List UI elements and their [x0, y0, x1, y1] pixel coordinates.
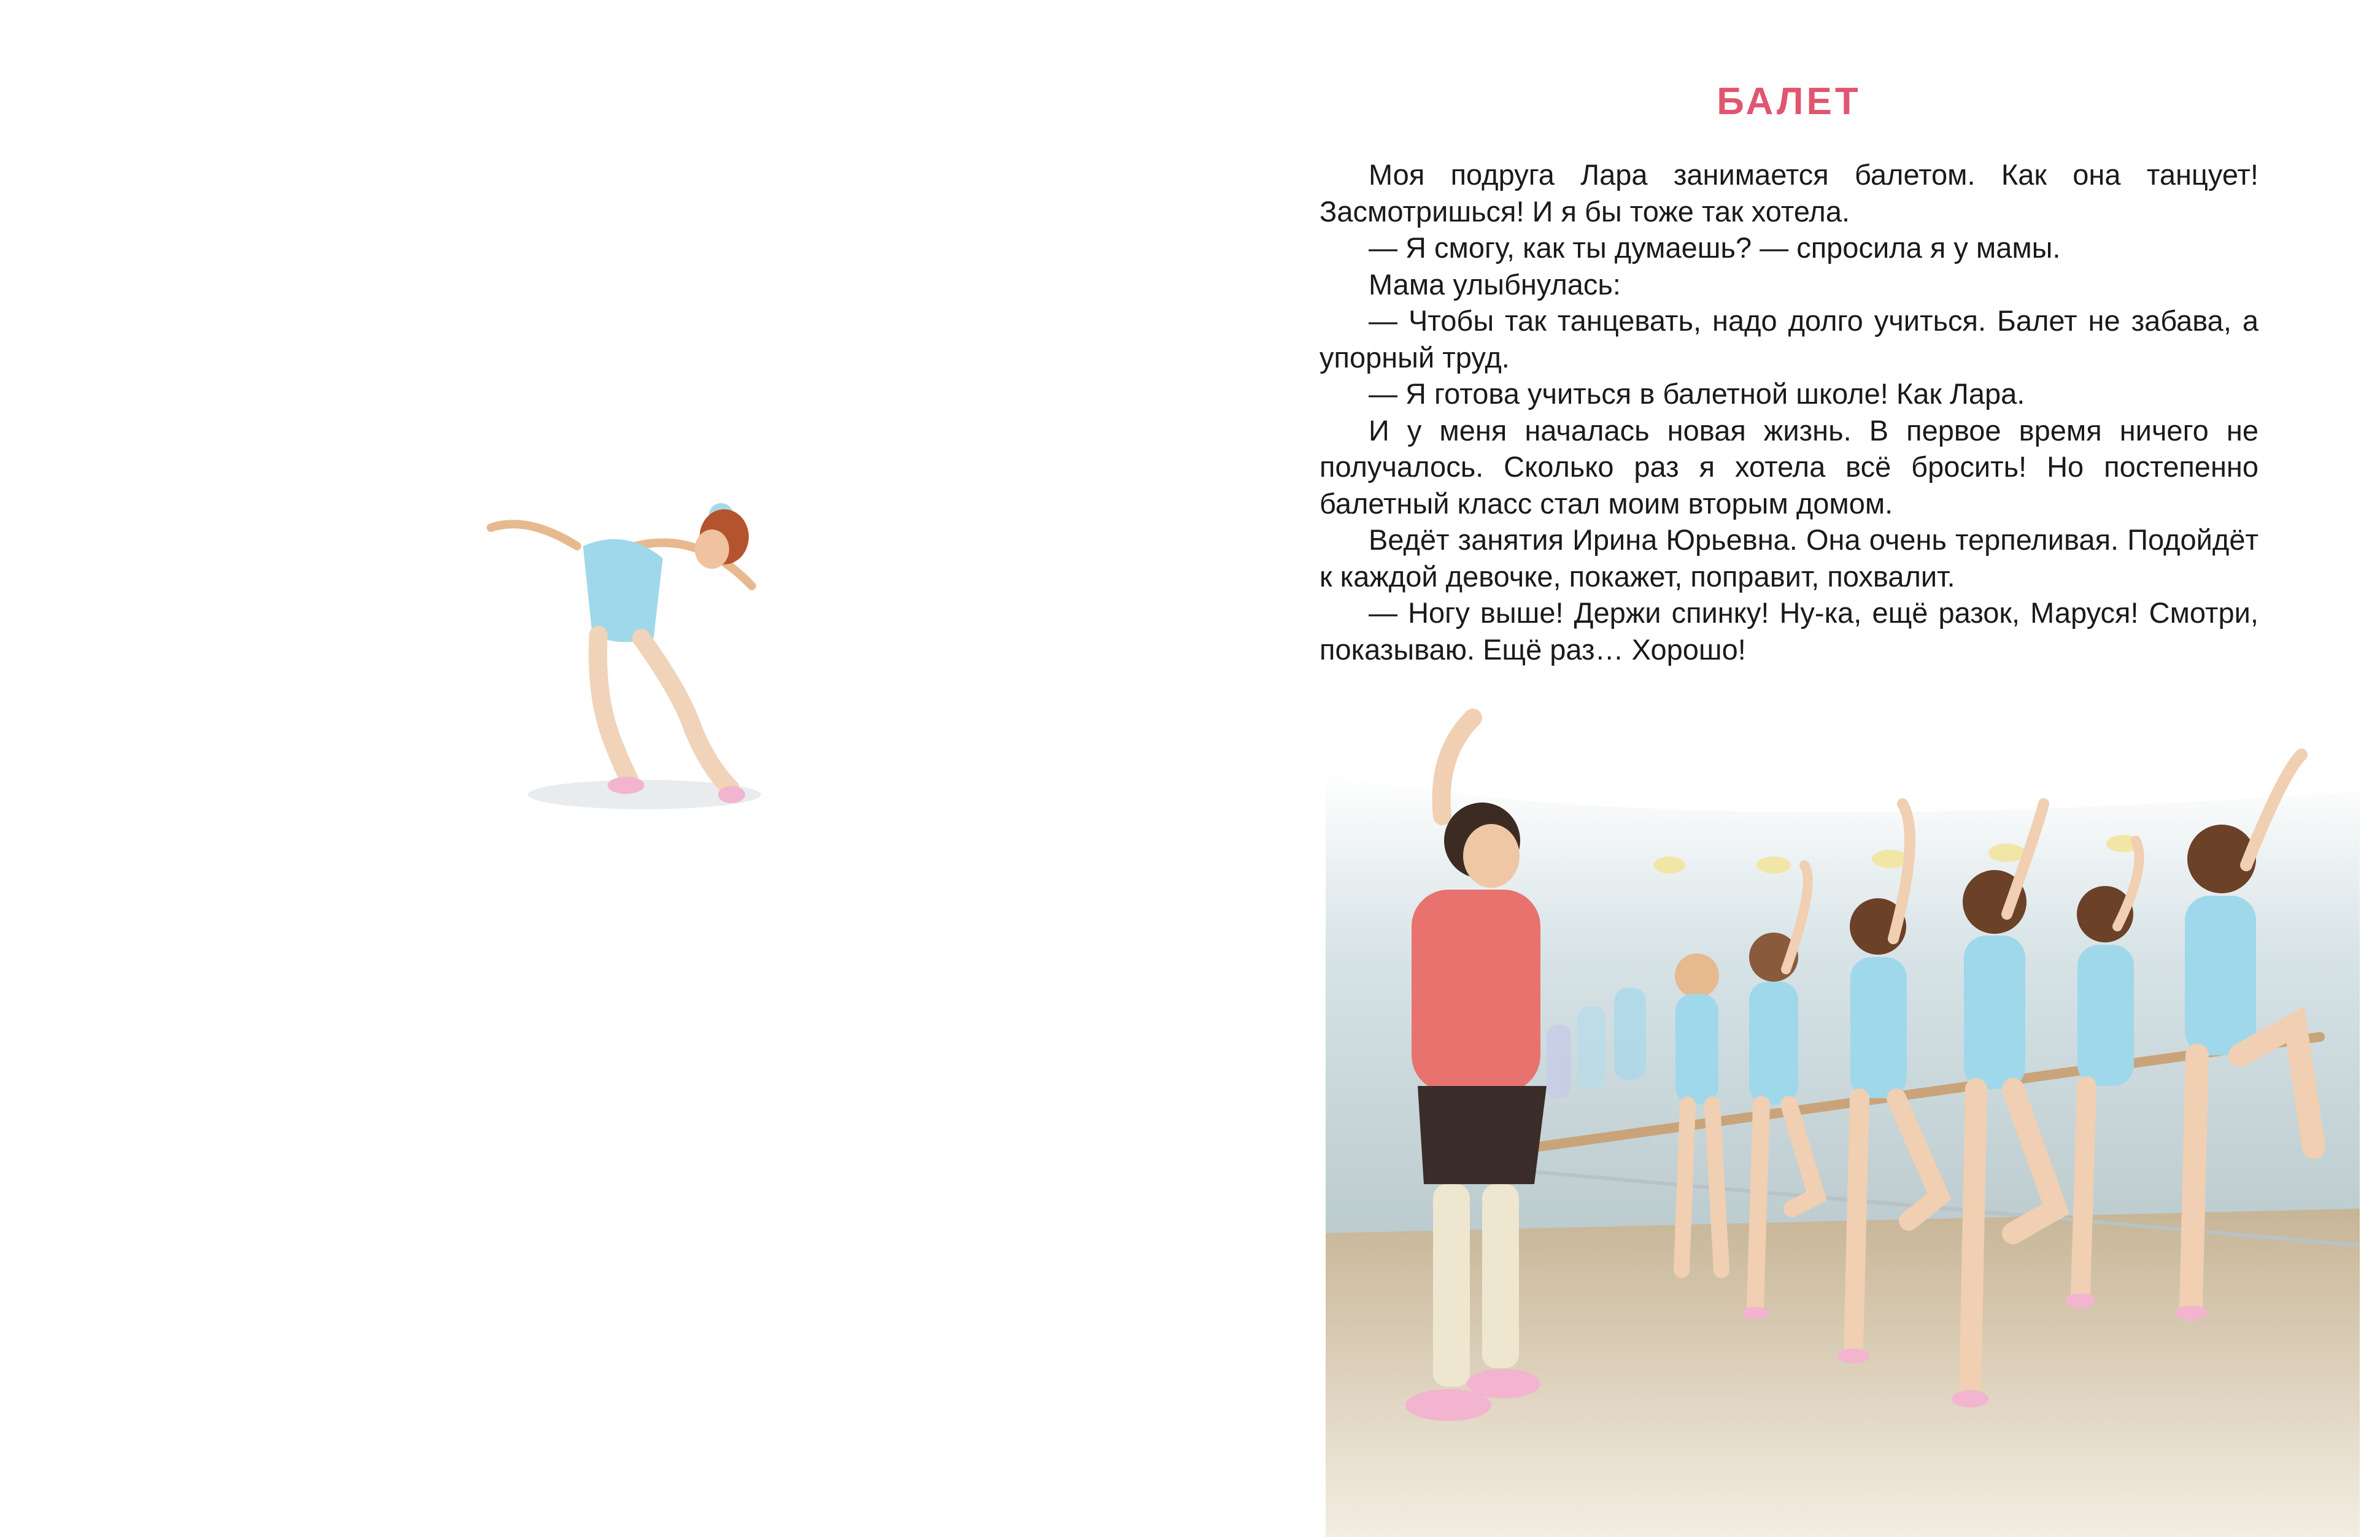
story-title: БАЛЕТ	[1717, 80, 1861, 123]
ballerina-illustration	[479, 479, 847, 847]
story-text	[1319, 156, 2258, 668]
ballet-class-illustration	[1289, 681, 2360, 1537]
paragraph: Моя подруга Лара занимается балетом. Как она танцует! Засмотришься! И я бы тоже так хотела.	[1319, 158, 2258, 228]
paragraph: — Я готова учиться в балетной школе! Как Лара.	[1369, 377, 2025, 410]
paragraph: — Я смогу, как ты думаешь? — спросила я у мамы.	[1369, 231, 2061, 264]
paragraph: Мама улыбнулась:	[1369, 268, 1621, 301]
paragraph: — Чтобы так танцевать, надо долго учиться. Балет не забава, а упорный труд.	[1319, 304, 2258, 374]
paragraph: — Ногу выше! Держи спинку! Ну-ка, ещё разок, Маруся! Смотри, показываю. Ещё раз… Хорошо!	[1319, 596, 2258, 666]
paragraph: И у меня началась новая жизнь. В первое время ничего не получалось. Сколько раз я хотела всё бросить! Но постепенно балетный класс стал моим вторым домом.	[1319, 414, 2258, 520]
paragraph: Ведёт занятия Ирина Юрьевна. Она очень терпеливая. Подойдёт к каждой девочке, покажет, поправит, похвалит.	[1319, 523, 2258, 593]
